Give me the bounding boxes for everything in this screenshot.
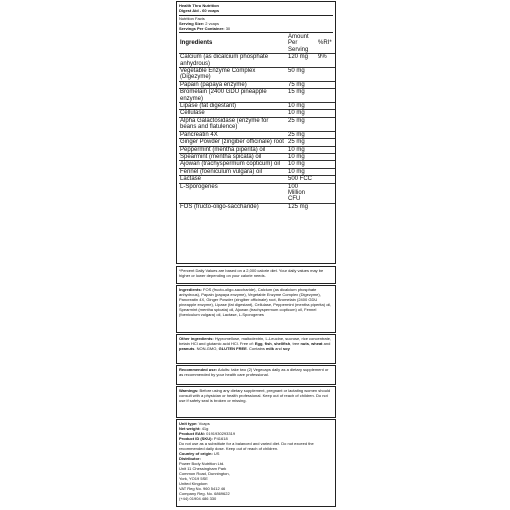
nutrient-name: Bromelain (2400 GDU pineapple enzyme): [179, 89, 287, 103]
nutrient-amount: 75 mg: [287, 81, 317, 88]
nutrient-row: [179, 54, 335, 68]
disclaimer: Do not use as a substitute for a balanced and varied diet. Do not exceed the recommended daily dose. Keep out of reach of children.: [179, 441, 314, 451]
nutrient-amount: 10 mg: [287, 103, 317, 110]
supplement-label: [176, 0, 336, 510]
nutrient-amount: 25 mg: [287, 117, 317, 131]
col-amount-header: Amount Per Serving: [288, 34, 309, 53]
product-sku: Product ID (SKU): P41618: [179, 436, 228, 441]
nutrient-row: [179, 146, 335, 153]
nutrient-amount: 125 mg: [287, 203, 317, 210]
nutrient-ri: [317, 168, 335, 175]
nutrient-row: [179, 161, 335, 168]
nutrient-row: [179, 131, 335, 138]
other-ingredients-box: [176, 334, 336, 364]
nutrient-amount: 500 FCC: [287, 176, 317, 183]
nutrient-name: L-Sporogenes: [179, 183, 287, 203]
nutrient-amount: 100 Million CFU: [287, 183, 317, 203]
nutrient-row: [179, 183, 335, 203]
address-line: VAT Reg No. 960 5412 46: [179, 486, 226, 491]
address-line: United Kingdom: [179, 481, 208, 486]
nutrient-name: Lipase (fat digestant): [179, 103, 287, 110]
nutrient-amount: 50 mg: [287, 68, 317, 82]
recommended-use-text: Recommended use: Adults: take two (2) Vegecaps daily as a dietary supplement or as recommended by your health care professional.: [179, 367, 329, 377]
nutrient-ri: [317, 89, 335, 103]
nutrient-ri: [317, 153, 335, 160]
nutrient-ri: [317, 146, 335, 153]
nutrient-name: Pancreatin 4X: [179, 131, 287, 138]
product-ean: Product EAN: 0191930293319: [179, 431, 236, 436]
address-line: York, YO19 5SE: [179, 476, 208, 481]
nutrient-name: FOS (fructo-oligo-saccharide): [179, 203, 287, 210]
nutrient-amount: 10 mg: [287, 153, 317, 160]
brand-name: Health Thru Nutrition: [179, 3, 219, 8]
nutrient-ri: [317, 203, 335, 210]
servings-per-container: Servings Per Container: 30: [179, 26, 231, 31]
nutrient-ri: [317, 183, 335, 203]
ingredients-box: [176, 285, 336, 333]
nutrient-amount: 10 mg: [287, 168, 317, 175]
nutrient-name: Papain (papaya enzyme): [179, 81, 287, 88]
nutrient-ri: [317, 139, 335, 146]
other-ingredients-text: Other ingredients: Hypromellose, maltodextrin, L-Leucine, sucrose, rice concentrate, betain HCl and glutamic acid HCl. Free of: Egg, fish, shellfish, tree nuts, wheat and peanuts. NON-GMO, GLUTEN FREE. Contains milk and soy: [179, 336, 332, 351]
nutrient-ri: [317, 117, 335, 131]
address-line: (+44) 01904 486 330: [179, 496, 217, 501]
nutrient-row: [179, 81, 335, 88]
nutrient-ri: [317, 81, 335, 88]
nutrient-name: Cellulase: [179, 110, 287, 117]
nutrient-amount: 10 mg: [287, 110, 317, 117]
footnote-box: [176, 266, 336, 284]
nutrient-amount: 120 mg: [287, 54, 317, 68]
nutrient-name: Ajowan (trachyspermum copticum) oil: [179, 161, 287, 168]
nutrition-table: [179, 33, 335, 210]
nutrient-ri: [317, 161, 335, 168]
unit-type: Unit type: Vcaps: [179, 421, 210, 426]
nutrient-row: [179, 176, 335, 183]
recommended-use-box: [176, 365, 336, 385]
nutrient-ri: 9%: [317, 54, 335, 68]
nutrient-row: [179, 68, 335, 82]
col-ri-header: %RI*: [318, 39, 332, 46]
nutrient-name: Vegetable Enzyme Complex (Digezyme): [179, 68, 287, 82]
nutrient-row: [179, 117, 335, 131]
nutrient-row: [179, 139, 335, 146]
address-line: Unit 11 Chessingham Park: [179, 466, 227, 471]
warnings-box: [176, 386, 336, 418]
nutrient-ri: [317, 131, 335, 138]
nutrient-ri: [317, 110, 335, 117]
nutrient-row: [179, 153, 335, 160]
nutrient-row: [179, 103, 335, 110]
nutrient-row: [179, 203, 335, 210]
nutrient-name: Ginger Powder (zingiber officinale) root: [179, 139, 287, 146]
net-weight: Net weight: 41g: [179, 426, 209, 431]
nutrition-facts-box: [176, 1, 336, 264]
nutrient-row: [179, 110, 335, 117]
address-line: Common Road, Dunnington,: [179, 471, 230, 476]
nutrient-row: [179, 168, 335, 175]
ingredients-text: Ingredients: FOS (fructo-oligo-saccharide), Calcium (as dicalcium phosphate anhydrous), Papain (papaya enzyme), Vegetable Enzyme Complex (Digezyme), Pancreatin 4X, Ginger Powder (zingiber officinale) root, Bromelain (2400 GDU pineapple enzyme), Lipase (fat digestant), Cellulase, Peppermint (mentha piperita) oil, Spearmint (mentha spicata) oil, Ajowan (trachyspermum copticum) oil, Fennel (foeniculum vulgara) oil, Lactase, L-Sporogenes: [179, 287, 332, 317]
nutrient-ri: [317, 68, 335, 82]
nutrient-name: Spearmint (mentha spicata) oil: [179, 153, 287, 160]
nutrient-name: Calcium (as dicalcium phosphate anhydrous): [179, 54, 287, 68]
nutrient-amount: 10 mg: [287, 146, 317, 153]
col-ingredients-header: Ingredients: [180, 40, 213, 47]
section-title: Nutrition Facts: [179, 16, 205, 21]
country-of-origin: Country of origin: US: [179, 451, 220, 456]
nutrient-row: [179, 89, 335, 103]
nutrient-amount: 15 mg: [287, 89, 317, 103]
nutrient-ri: [317, 176, 335, 183]
nutrient-ri: [317, 103, 335, 110]
distributor-label: Distributor:: [179, 456, 201, 461]
product-name: Digest Aid - 60 vcaps: [179, 8, 220, 13]
warnings-text: Warnings: Before using any dietary supplement, pregnant or lactating women should consult with a physician or health professional. Keep out of reach of children. Do not use if safety seal is broken or missing.: [179, 388, 331, 403]
nutrient-name: Lactase: [179, 176, 287, 183]
product-details-box: [176, 419, 336, 507]
nutrient-name: Alpha Galactosidase (enzyme for beans and flatulence): [179, 117, 287, 131]
nutrient-name: Peppermint (mentha piperita) oil: [179, 146, 287, 153]
nutrient-amount: 25 mg: [287, 131, 317, 138]
address-line: Company Reg. No. 6869622: [179, 491, 230, 496]
nutrient-name: Fennel (foeniculum vulgara) oil: [179, 168, 287, 175]
address-line: Power Body Nutrition Ltd.: [179, 461, 225, 466]
serving-size: Serving Size: 2 vcaps: [179, 21, 220, 26]
nutrient-amount: 25 mg: [287, 139, 317, 146]
nutrient-amount: 10 mg: [287, 161, 317, 168]
footnote: *Percent Daily Values are based on a 2,000 calorie diet. Your daily values may be higher or lower depending on your calorie needs.: [179, 268, 324, 278]
